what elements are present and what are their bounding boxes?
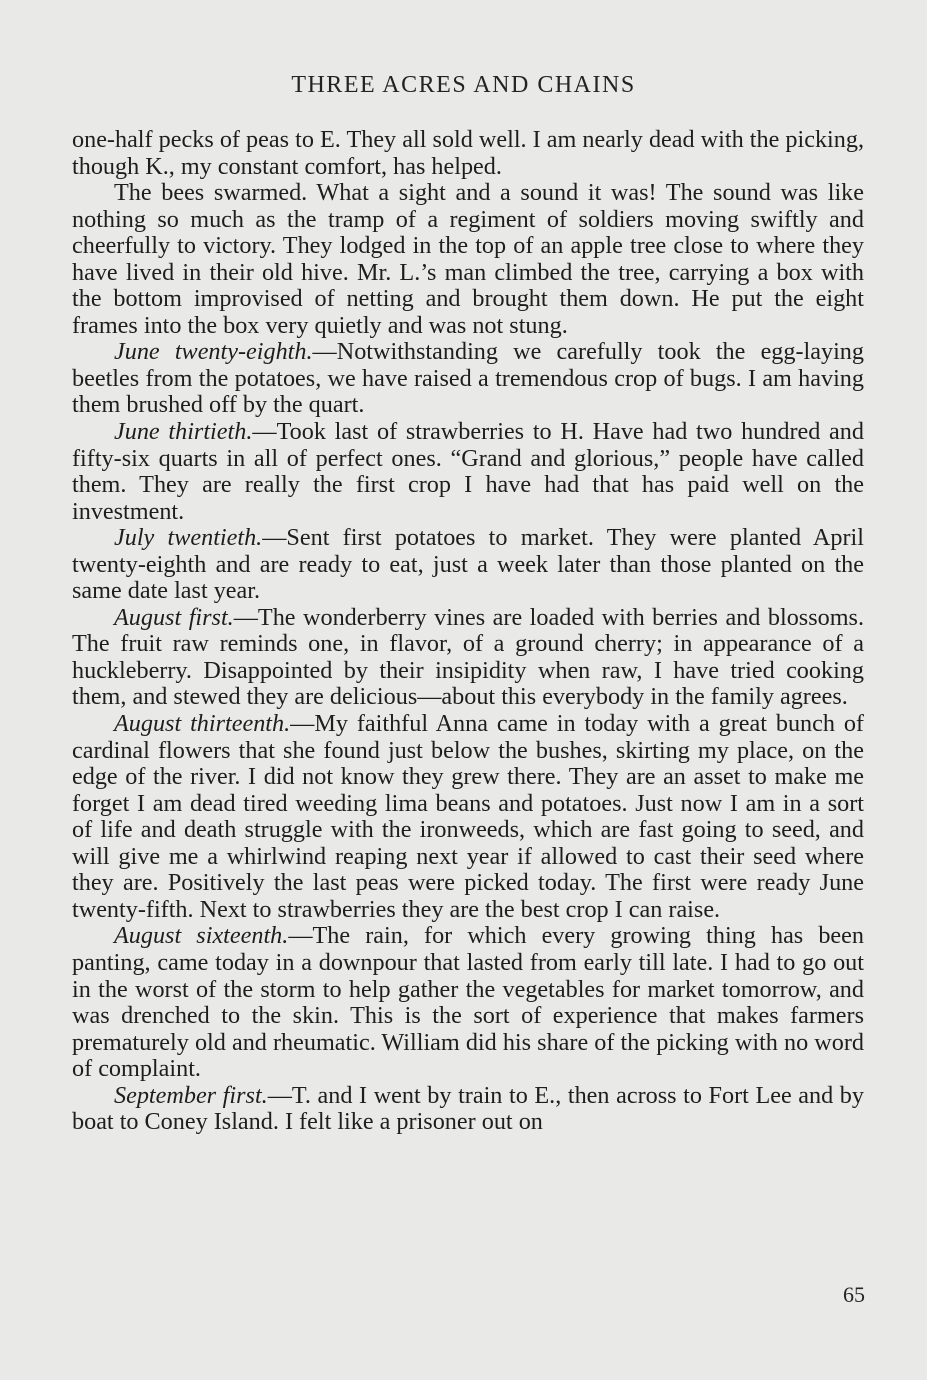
diary-entry <box>72 923 864 1082</box>
diary-entry <box>72 339 864 419</box>
entry-text: —Took last of strawberries to H. Have had two hundred and fifty-six quarts in all of perfect ones. “Grand and glorious,” people have called them. They are really the first crop I have had that has paid well on the investment. <box>72 418 864 525</box>
entry-date: June twenty-eighth. <box>114 338 313 366</box>
entry-text: —The rain, for which every growing thing has been panting, came today in a downpour that lasted from early till late. I had to go out in the worst of the storm to help gather the vegetables for market tomorrow, and was drenched to the skin. This is the sort of experience that makes farmers prematurely old and rheumatic. William did his share of the picking with no word of complaint. <box>72 922 864 1083</box>
entry-date: July twentieth. <box>114 524 263 552</box>
body-text <box>72 127 864 1136</box>
running-header: THREE ACRES AND CHAINS <box>291 72 636 98</box>
entry-date: September first. <box>114 1081 268 1109</box>
entry-text: —The wonderberry vines are loaded with berries and blossoms. The fruit raw reminds one, in flavor, of a ground cherry; in appearance of a huckleberry. Disappointed by their insipidity when raw, I have tried cooking them, and stewed they are delicious—about this everybody in the family agrees. <box>72 603 864 711</box>
entry-date: August sixteenth. <box>114 922 289 950</box>
entry-date: June thirtieth. <box>114 418 253 446</box>
entry-date: August thirteenth. <box>114 710 291 738</box>
entry-text: —Sent first potatoes to market. They were planted April twenty-eighth and are ready to eat, just a week later than those planted on the same date last year. <box>72 524 864 605</box>
paragraph <box>72 180 864 339</box>
diary-entry <box>72 525 864 605</box>
diary-entry <box>72 1083 864 1136</box>
diary-entry <box>72 711 864 923</box>
entry-text: —Notwithstanding we carefully took the egg-laying beetles from the potatoes, we have raised a tremendous crop of bugs. I am having them brushed off by the quart. <box>72 338 864 419</box>
entry-text: —T. and I went by train to E., then across to Fort Lee and by boat to Coney Island. I felt like a prisoner out on <box>72 1081 864 1136</box>
diary-entry <box>72 419 864 525</box>
page-number: 65 <box>843 1282 865 1307</box>
entry-date: August first. <box>114 603 234 631</box>
paragraph <box>72 127 864 180</box>
entry-text: —My faithful Anna came in today with a great bunch of cardinal flowers that she found just below the bushes, skirting my place, on the edge of the river. I did not know they grew there. They are an asset to make me forget I am dead tired weeding lima beans and potatoes. Just now I am in a sort of life and death struggle with the ironweeds, which are fast going to seed, and will give me a whirlwind reaping next year if allowed to cast their seed where they are. Positively the last peas were picked today. The first were ready June twenty-fifth. Next to strawberries they are the best crop I can raise. <box>72 710 864 923</box>
diary-entry <box>72 605 864 711</box>
paragraph-text: one-half pecks of peas to E. They all sold well. I am nearly dead with the picking, though K., my constant comfort, has helped. <box>72 126 864 180</box>
paragraph-text: The bees swarmed. What a sight and a sound it was! The sound was like nothing so much as the tramp of a regiment of soldiers moving swiftly and cheerfully to victory. They lodged in the top of an apple tree close to where they have lived in their old hive. Mr. L.’s man climbed the tree, carrying a box with the bottom improvised of netting and brought them down. He put the eight frames into the box very quietly and was not stung. <box>72 179 864 339</box>
